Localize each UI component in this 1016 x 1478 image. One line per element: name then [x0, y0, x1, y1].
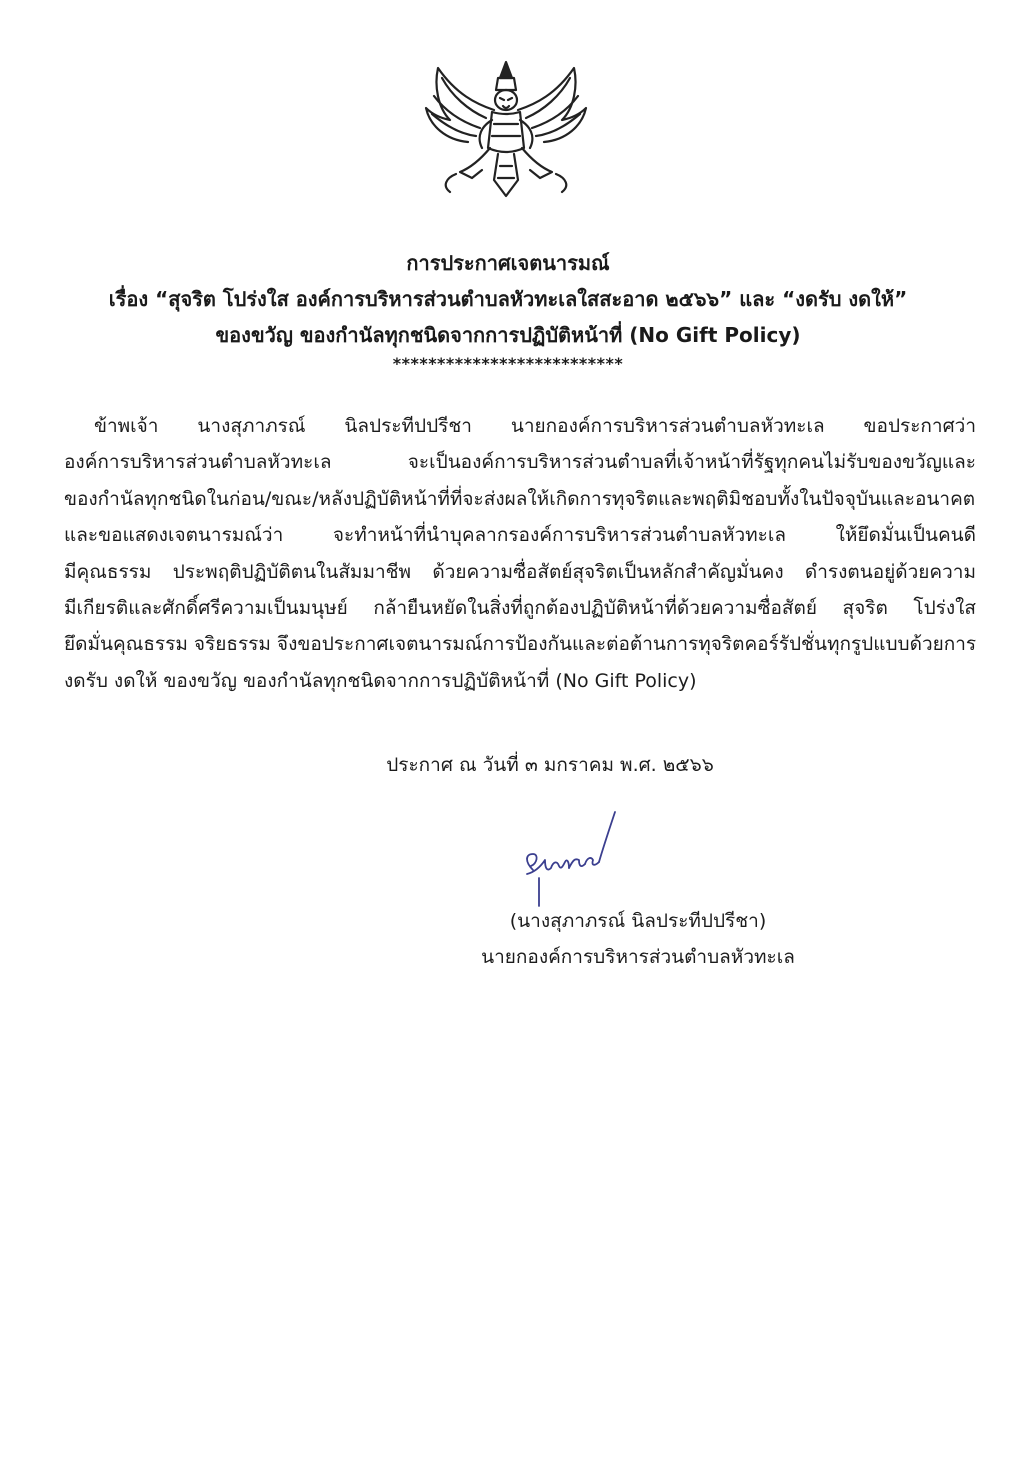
- body-line: มีเกียรติและศักดิ์ศรีความเป็นมนุษย์ กล้ายืนหยัดในสิ่งที่ถูกต้องปฏิบัติหน้าที่ด้วยความซื่อสัตย์ สุจริต โปร่งใส: [64, 596, 976, 619]
- body-line: ยึดมั่นคุณธรรม จริยธรรม จึงขอประกาศเจตนารมณ์การป้องกันและต่อต้านการทุจริตคอร์รัปชั่นทุกรูปแบบด้วยการ: [64, 633, 976, 656]
- body-line: งดรับ งดให้ ของขวัญ ของกำนัลทุกชนิดจากการปฏิบัติหน้าที่ (No Gift Policy): [64, 669, 697, 692]
- announcement-subject: เรื่อง “สุจริต โปร่งใส องค์การบริหารส่วนตำบลหัวทะเลใสสะอาด ๒๕๖๖” และ “งดรับ งดให้”: [108, 287, 908, 311]
- announcement-date: ประกาศ ณ วันที่ ๓ มกราคม พ.ศ. ๒๕๖๖: [386, 754, 714, 776]
- signer-name: (นางสุภาภรณ์ นิลประทีปปรีชา): [509, 910, 767, 932]
- announcement-title: การประกาศเจตนารมณ์: [406, 251, 610, 275]
- body-line: องค์การบริหารส่วนตำบลหัวทะเล จะเป็นองค์การบริหารส่วนตำบลที่เจ้าหน้าที่รัฐทุกคนไม่รับของขวัญและ: [64, 451, 976, 474]
- handwritten-signature: [505, 808, 625, 918]
- announcement-body: [64, 408, 976, 699]
- garuda-emblem-icon: [416, 56, 596, 206]
- body-line: ข้าพเจ้า นางสุภาภรณ์ นิลประทีปปรีชา นายกองค์การบริหารส่วนตำบลหัวทะเล ขอประกาศว่า: [94, 415, 976, 437]
- body-line: มีคุณธรรม ประพฤติปฏิบัติตนในสัมมาชีพ ด้วยความซื่อสัตย์สุจริตเป็นหลักสำคัญมั่นคง ดำรงตนอยู่ด้วยความ: [64, 560, 976, 583]
- body-line: ของกำนัลทุกชนิดในก่อน/ขณะ/หลังปฏิบัติหน้าที่ที่จะส่งผลให้เกิดการทุจริตและพฤติมิชอบทั้งในปัจจุบันและอนาคต: [64, 487, 976, 510]
- body-line: และขอแสดงเจตนารมณ์ว่า จะทำหน้าที่นำบุคลากรองค์การบริหารส่วนตำบลหัวทะเล ให้ยึดมั่นเป็นคนดี: [64, 524, 976, 547]
- announcement-subject-continued: ของขวัญ ของกำนัลทุกชนิดจากการปฏิบัติหน้าที่ (No Gift Policy): [215, 323, 801, 347]
- header-separator: **************************: [392, 354, 624, 373]
- signer-title: นายกองค์การบริหารส่วนตำบลหัวทะเล: [481, 946, 795, 968]
